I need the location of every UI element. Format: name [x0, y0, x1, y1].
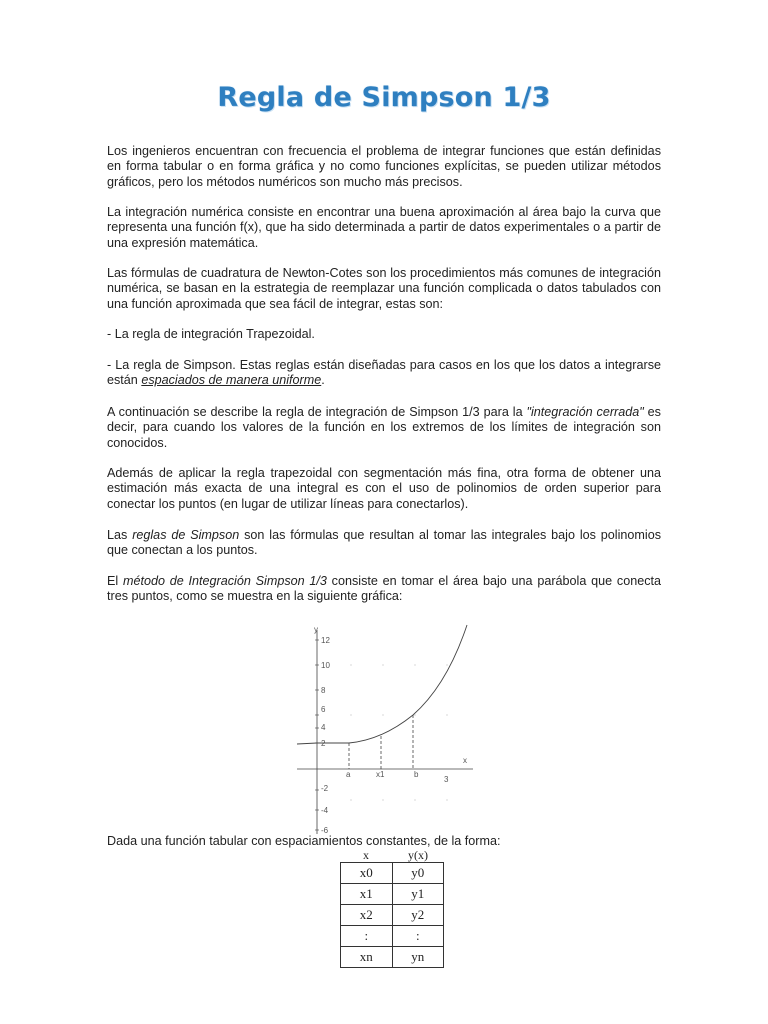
table-cell: x1 [341, 884, 393, 905]
paragraph-5 [107, 358, 661, 389]
paragraph-10: Dada una función tabular con espaciamientos constantes, de la forma: [107, 834, 501, 848]
x-tick-label: 3 [444, 775, 449, 784]
p6-end: es decir, para cuando los valores de la función en los extremos de los límites de integración son conocidos. [107, 405, 661, 450]
y-tick-label: -4 [321, 806, 329, 815]
simpson-graph [287, 620, 477, 840]
paragraph-2: La integración numérica consiste en encontrar una buena aproximación al área bajo la curva que representa una función f(x), que ha sido determinada a partir de datos experimentales o a partir de una expresión matemática. [107, 205, 661, 250]
x-tick-label: b [414, 770, 419, 779]
y-axis-label: y [314, 625, 318, 634]
p5-text: - La regla de Simpson. Estas reglas están diseñadas para casos en los que los datos a integrarse están [107, 358, 661, 388]
graph-grid [350, 664, 447, 800]
x-axis-label: x [463, 756, 467, 765]
table-cell: y1 [392, 884, 444, 905]
table-cell: xn [341, 947, 393, 968]
simpson-graph-svg [287, 620, 477, 840]
paragraph-4: - La regla de integración Trapezoidal. [107, 327, 315, 341]
table-cell: y0 [392, 863, 444, 884]
y-tick-label: 10 [321, 661, 330, 670]
paragraph-7: Además de aplicar la regla trapezoidal con segmentación más fina, otra forma de obtener una estimación más exacta de una integral es con el uso de polinomios de orden superior para conectar los puntos (en lugar de utilizar líneas para conectarlos). [107, 466, 661, 511]
table-header-x: x [363, 848, 369, 862]
p8-emphasis: reglas de Simpson [132, 528, 240, 542]
table-cell: : [392, 926, 444, 947]
x-tick-label: a [346, 770, 351, 779]
p8-end: son las fórmulas que resultan al tomar las integrales bajo los polinomios que conectan a los puntos. [107, 528, 661, 558]
table-cell: yn [392, 947, 444, 968]
uniform-spacing-link[interactable]: espaciados de manera uniforme [141, 373, 322, 388]
table-row [341, 863, 444, 884]
p9-emphasis: método de Integración Simpson 1/3 [122, 574, 327, 588]
table-row [341, 905, 444, 926]
tabular-function-table [340, 848, 444, 968]
table-cell: : [341, 926, 393, 947]
y-tick-label: -6 [321, 826, 329, 835]
document-page [107, 0, 661, 1024]
table-row [341, 947, 444, 968]
y-tick-label: 8 [321, 686, 326, 695]
paragraph-9 [107, 574, 661, 605]
y-tick-label: 12 [321, 636, 330, 645]
table-cell: x0 [341, 863, 393, 884]
x-tick-label: x1 [376, 770, 385, 779]
y-tick-label: -2 [321, 784, 329, 793]
paragraph-3: Las fórmulas de cuadratura de Newton-Cotes son los procedimientos más comunes de integración numérica, se basan en la estrategia de reemplazar una función complicada o datos tabulados con una función aproximada que sea fácil de integrar, estas son: [107, 266, 661, 311]
y-tick-label: 4 [321, 723, 326, 732]
paragraph-6 [107, 405, 661, 451]
paragraph-1: Los ingenieros encuentran con frecuencia el problema de integrar funciones que están definidas en forma tabular o en forma gráfica y no como funciones explícitas, se pueden utilizar métodos gráficos, pero los métodos numéricos son mucho más precisos. [107, 144, 661, 189]
table-header [340, 848, 444, 862]
p9-end: consiste en tomar el área bajo una parábola que conecta tres puntos, como se muestra en la siguiente gráfica: [107, 574, 662, 604]
y-tick-label: 6 [321, 705, 326, 714]
data-table [340, 862, 444, 968]
table-cell: y2 [392, 905, 444, 926]
p6-emphasis: "integración cerrada" [526, 405, 644, 419]
table-cell: x2 [341, 905, 393, 926]
table-row [341, 926, 444, 947]
table-header-y: y(x) [408, 848, 428, 862]
p5-end: . [321, 373, 325, 388]
y-tick-label: 2 [321, 739, 326, 748]
p6-text: A continuación se describe la regla de integración de Simpson 1/3 para la [107, 405, 527, 419]
p9-text: El [107, 574, 123, 588]
p8-text: Las [107, 528, 133, 542]
table-row [341, 884, 444, 905]
page-title: Regla de Simpson 1/3 [217, 82, 551, 113]
paragraph-8 [107, 528, 661, 559]
